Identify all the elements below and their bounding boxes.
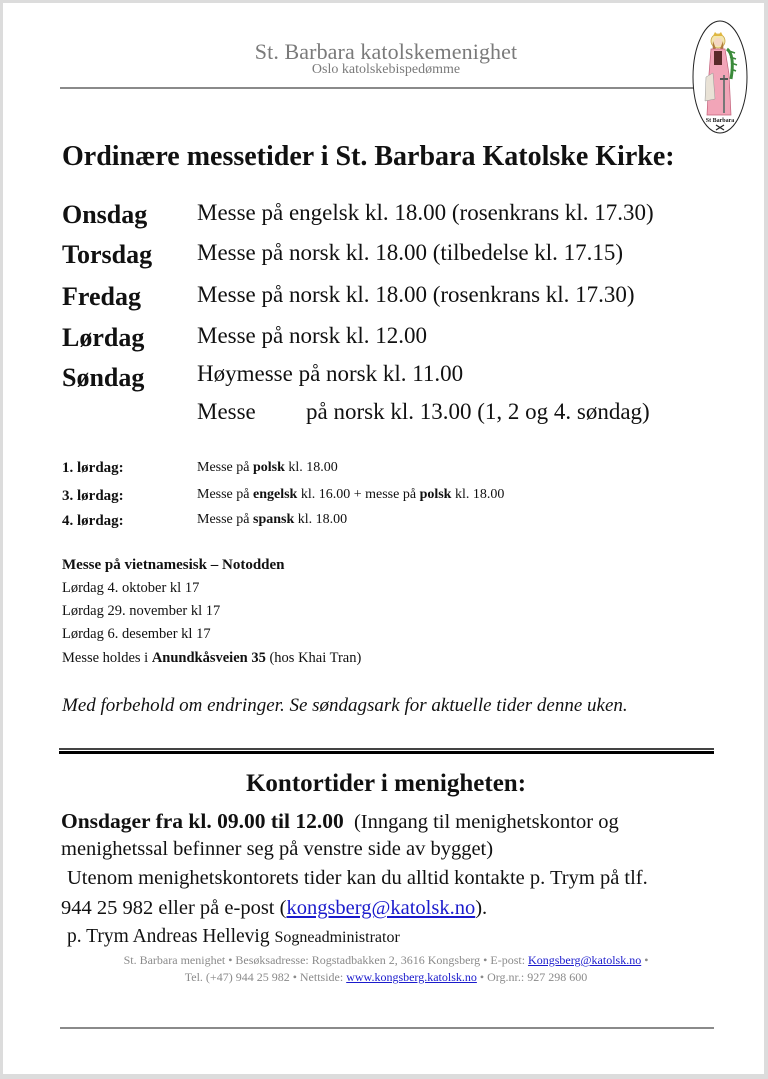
vietnamese-date-1: Lørdag 4. oktober kl 17 [62,580,200,596]
mass-time-sunday-second-b: på norsk kl. 13.00 (1, 2 og 4. søndag) [306,399,650,424]
day-label-saturday: Lørdag [62,323,145,352]
office-entrance-info: menighetssal befinner seg på venstre side av bygget) [61,838,494,860]
signature-name: p. Trym Andreas Hellevig [67,926,270,947]
saturday-text-4: Messe på spansk kl. 18.00 [197,512,348,527]
footer-address-line: St. Barbara menighet • Besøksadresse: Rogstadbakken 2, 3616 Kongsberg • E-post: Kongsberg@katolsk.no • [123,953,649,967]
mass-time-thursday: Messe på norsk kl. 18.00 (tilbedelse kl. 17.15) [197,240,624,265]
saturday-label-1: 1. lørdag: [62,460,124,476]
saturday-label-4: 4. lørdag: [62,513,124,529]
mass-times-title: Ordinære messetider i St. Barbara Katolske Kirke: [62,141,675,172]
mass-time-friday: Messe på norsk kl. 18.00 (rosenkrans kl. 17.30) [197,282,635,307]
mass-time-sunday-second-a: Messe [197,399,256,424]
office-hours-title: Kontortider i menigheten: [245,770,527,797]
changes-disclaimer: Med forbehold om endringer. Se søndagsark for aktuelle tider denne uken. [62,695,628,716]
section-divider [59,748,714,755]
svg-text:St Barbara: St Barbara [705,118,735,124]
header-divider [60,87,694,89]
footer-email-link[interactable]: Kongsberg@katolsk.no [528,953,642,967]
footer-website-link[interactable]: www.kongsberg.katolsk.no [346,970,477,984]
mass-time-sunday-high: Høymesse på norsk kl. 11.00 [197,361,464,386]
contact-info-line2: 944 25 982 eller på e-post (kongsberg@katolsk.no). [61,897,488,919]
day-label-friday: Fredag [62,282,141,311]
vietnamese-date-3: Lørdag 6. desember kl 17 [62,626,211,642]
mass-time-wednesday: Messe på engelsk kl. 18.00 (rosenkrans kl. 17.30) [197,200,654,225]
day-label-sunday: Søndag [62,363,145,392]
saturday-text-1: Messe på polsk kl. 18.00 [197,460,338,475]
office-hours-line: Onsdager fra kl. 09.00 til 12.00 (Inngang til menighetskontor og [61,809,619,833]
document-page [3,3,764,1074]
signature-role: Sogneadministrator [274,929,400,946]
day-label-wednesday: Onsdag [62,200,148,229]
footer-contact-line: Tel. (+47) 944 25 982 • Nettside: www.kongsberg.katolsk.no • Org.nr.: 927 298 600 [184,970,588,984]
footer-divider [60,1027,714,1029]
diocese-name: Oslo katolskebispedømme [311,62,461,77]
saturday-text-3: Messe på engelsk kl. 16.00 + messe på polsk kl. 18.00 [197,487,505,502]
parish-name: St. Barbara katolskemenighet [254,39,518,64]
vietnamese-location: Messe holdes i Anundkåsveien 35 (hos Khai Tran) [62,650,362,666]
saturday-label-3: 3. lørdag: [62,488,124,504]
day-label-thursday: Torsdag [62,240,153,269]
mass-time-saturday: Messe på norsk kl. 12.00 [197,323,427,348]
contact-info-line1: Utenom menighetskontorets tider kan du alltid kontakte p. Trym på tlf. [67,867,648,889]
st-barbara-logo-icon [691,19,749,135]
contact-email-link[interactable]: kongsberg@katolsk.no [286,897,476,919]
vietnamese-mass-heading: Messe på vietnamesisk – Notodden [62,557,285,573]
signature [67,926,400,948]
vietnamese-date-2: Lørdag 29. november kl 17 [62,603,221,619]
